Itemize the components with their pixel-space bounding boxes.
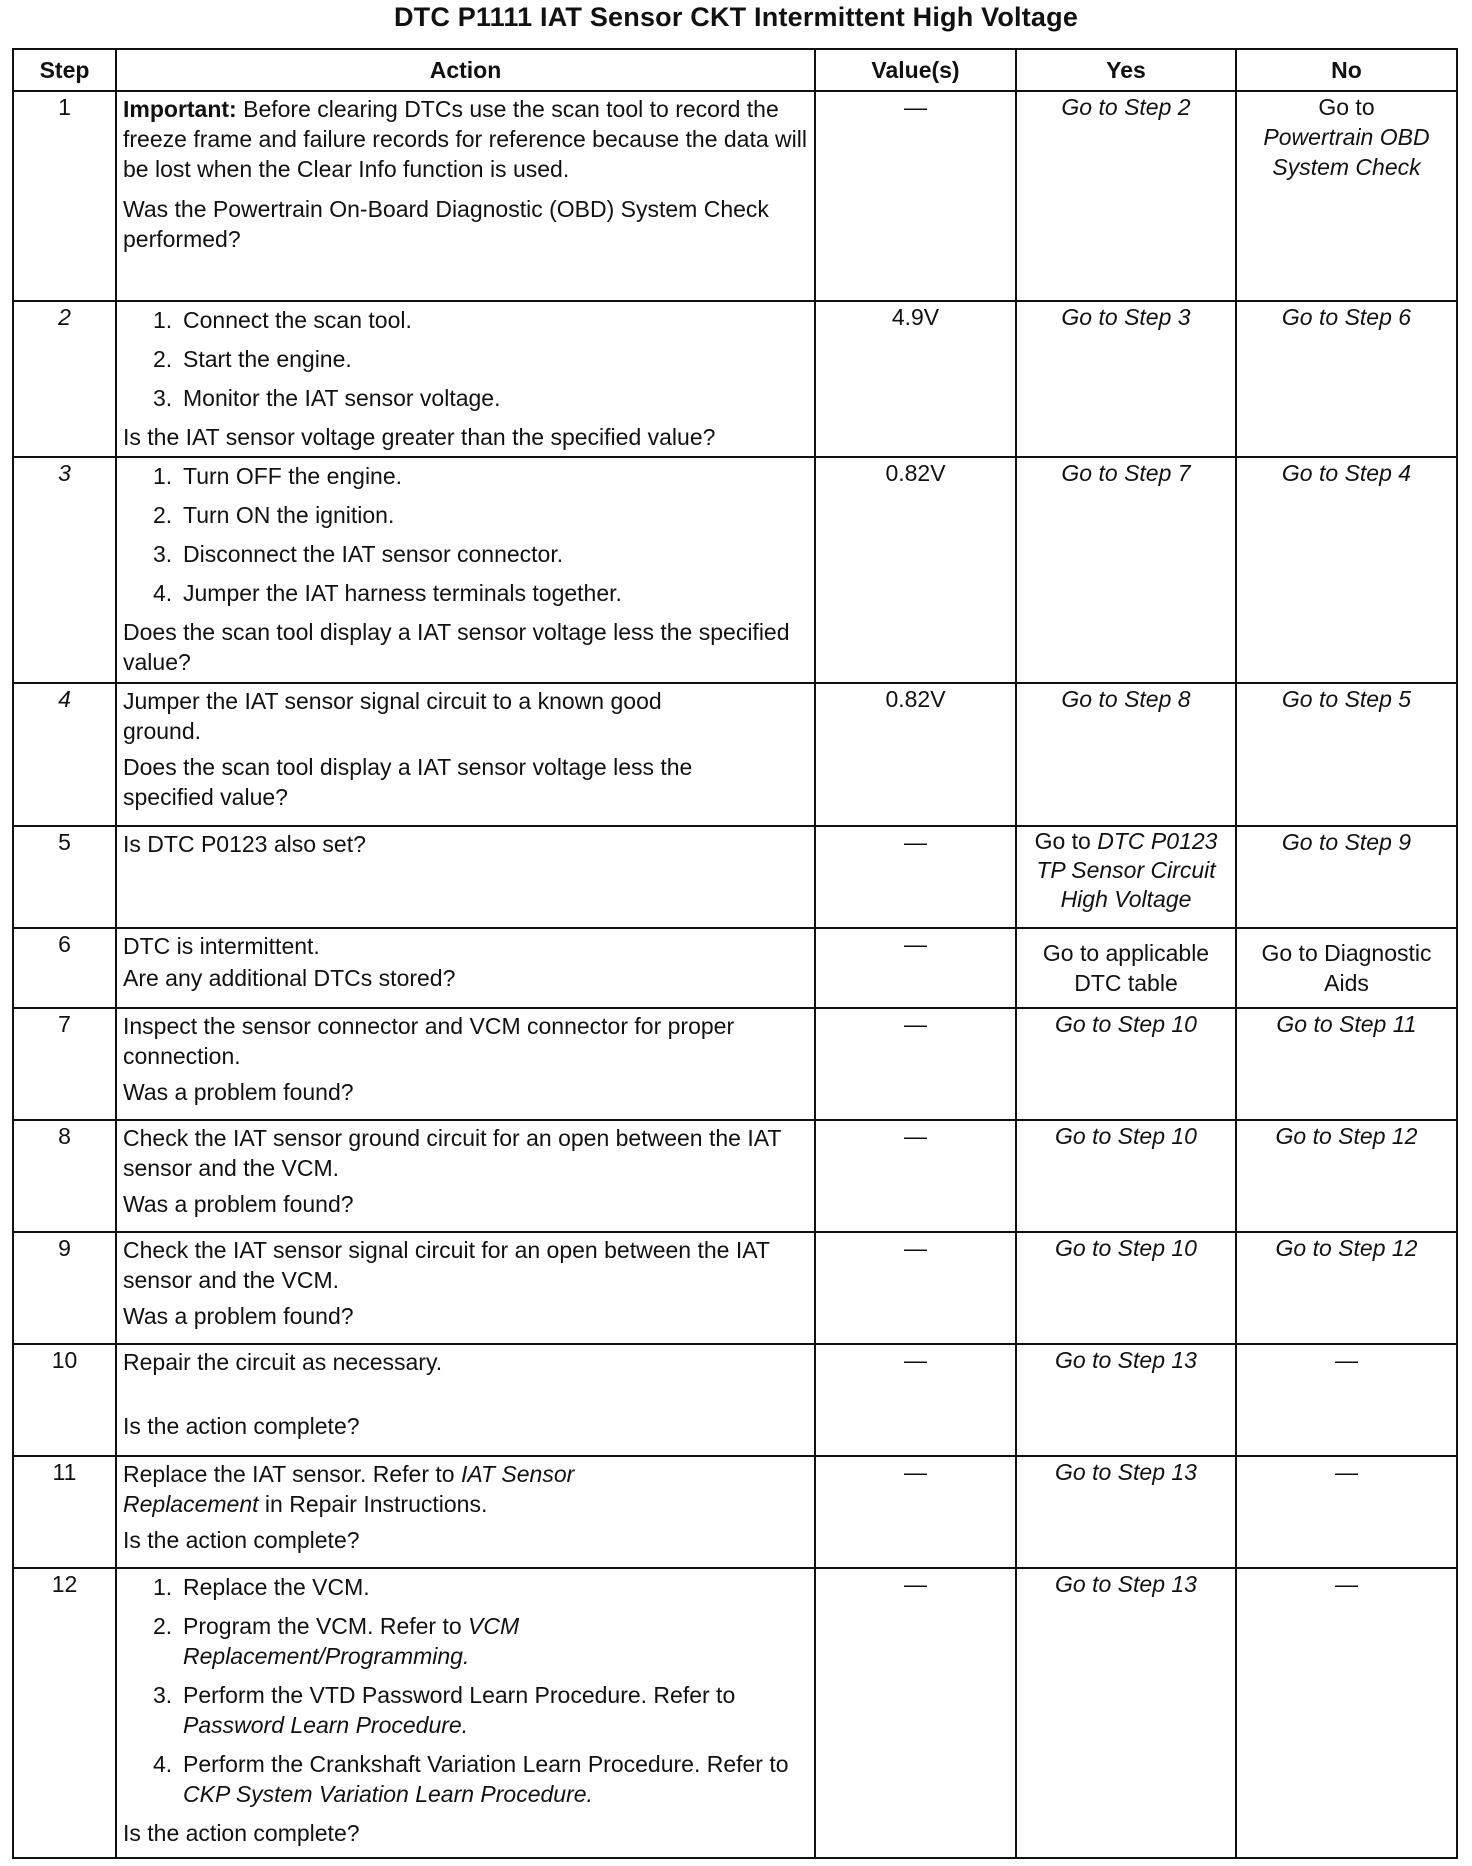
table-row xyxy=(13,1568,1457,1858)
action-cell xyxy=(116,1344,815,1456)
no-cell: Go to Diagnostic Aids xyxy=(1236,928,1457,1008)
action-step-item: 2. Start the engine. xyxy=(153,346,352,372)
action-steps xyxy=(123,1572,808,1809)
action-question: Is DTC P0123 also set? xyxy=(123,831,366,857)
yes-cell: Go to Step 8 xyxy=(1016,683,1236,826)
yes-cell: Go to applicable DTC table xyxy=(1016,928,1236,1008)
no-cell: Go to Step 12 xyxy=(1236,1120,1457,1232)
action-step-item: 4. Jumper the IAT harness terminals together. xyxy=(153,580,622,606)
action-question: Is the action complete? xyxy=(123,1413,360,1439)
action-text: Inspect the sensor connector and VCM connector for proper connection. xyxy=(123,1013,735,1069)
action-cell xyxy=(116,1008,815,1120)
yes-cell: Go to Step 10 xyxy=(1016,1120,1236,1232)
yes-cell: Go to Step 2 xyxy=(1016,91,1236,301)
value-cell: — xyxy=(815,1120,1016,1232)
action-cell xyxy=(116,301,815,457)
header-action: Action xyxy=(116,49,815,91)
action-cell xyxy=(116,457,815,683)
value-cell: — xyxy=(815,826,1016,928)
yes-cell: Go to Step 13 xyxy=(1016,1568,1236,1858)
table-row xyxy=(13,1344,1457,1456)
no-cell xyxy=(1236,91,1457,301)
action-step-item: 3. Disconnect the IAT sensor connector. xyxy=(153,541,564,567)
action-steps xyxy=(123,305,808,413)
step-number: 7 xyxy=(13,1008,116,1120)
yes-link-text: DTC P0123 TP Sensor Circuit High Voltage xyxy=(1036,828,1218,912)
action-text: DTC is intermittent. xyxy=(123,933,320,959)
action-question: Does the scan tool display a IAT sensor voltage less the specified value? xyxy=(123,619,790,675)
header-yes: Yes xyxy=(1016,49,1236,91)
important-text: Before clearing DTCs use the scan tool to record the freeze frame and failure records for reference because the data will be lost when the Clear Info function is used. xyxy=(123,96,807,182)
step-number: 3 xyxy=(13,457,116,683)
no-cell: Go to Step 12 xyxy=(1236,1232,1457,1344)
table-row xyxy=(13,826,1457,928)
action-question: Was a problem found? xyxy=(123,1079,354,1105)
table-row xyxy=(13,301,1457,457)
action-cell xyxy=(116,1232,815,1344)
no-cell: — xyxy=(1236,1344,1457,1456)
step-number: 9 xyxy=(13,1232,116,1344)
action-text: Check the IAT sensor signal circuit for an open between the IAT sensor and the VCM. xyxy=(123,1237,770,1293)
value-cell: — xyxy=(815,1456,1016,1568)
yes-cell: Go to Step 7 xyxy=(1016,457,1236,683)
value-cell: 0.82V xyxy=(815,683,1016,826)
reference-link-text: IAT Sensor Replacement xyxy=(123,1461,575,1517)
action-step-item: 2. Program the VCM. Refer to VCM Replacement/Programming. xyxy=(153,1613,520,1669)
table-row xyxy=(13,1120,1457,1232)
action-question: Was the Powertrain On-Board Diagnostic (OBD) System Check performed? xyxy=(123,196,769,252)
action-cell xyxy=(116,1120,815,1232)
action-step-item: 1. Connect the scan tool. xyxy=(153,307,412,333)
step-number: 8 xyxy=(13,1120,116,1232)
no-cell: Go to Step 5 xyxy=(1236,683,1457,826)
table-row xyxy=(13,1232,1457,1344)
value-cell: — xyxy=(815,1232,1016,1344)
header-step: Step xyxy=(13,49,116,91)
table-header-row xyxy=(13,49,1457,91)
step-number: 4 xyxy=(13,683,116,826)
step-number: 6 xyxy=(13,928,116,1008)
value-cell: 4.9V xyxy=(815,301,1016,457)
header-values: Value(s) xyxy=(815,49,1016,91)
yes-cell xyxy=(1016,826,1236,928)
action-cell xyxy=(116,1456,815,1568)
action-question: Are any additional DTCs stored? xyxy=(123,965,456,991)
value-cell: — xyxy=(815,1568,1016,1858)
step-number: 11 xyxy=(13,1456,116,1568)
action-question: Is the action complete? xyxy=(123,1527,360,1553)
action-cell xyxy=(116,928,815,1008)
table-row xyxy=(13,91,1457,301)
action-text: Replace the IAT sensor. Refer to IAT Sensor Replacement in Repair Instructions. xyxy=(123,1461,575,1517)
action-step-item: 2. Turn ON the ignition. xyxy=(153,502,395,528)
action-steps xyxy=(123,461,808,608)
step-number: 10 xyxy=(13,1344,116,1456)
action-cell xyxy=(116,683,815,826)
table-row xyxy=(13,1008,1457,1120)
value-cell: — xyxy=(815,91,1016,301)
no-cell: Go to Step 6 xyxy=(1236,301,1457,457)
action-question: Is the action complete? xyxy=(123,1820,360,1846)
action-step-item: 1. Replace the VCM. xyxy=(153,1574,370,1600)
yes-prefix: Go to xyxy=(1034,828,1091,854)
yes-cell: Go to Step 13 xyxy=(1016,1456,1236,1568)
no-prefix: Go to xyxy=(1318,94,1375,120)
action-cell xyxy=(116,1568,815,1858)
table-row xyxy=(13,457,1457,683)
action-question: Does the scan tool display a IAT sensor voltage less the specified value? xyxy=(123,754,693,810)
action-step-item: 1. Turn OFF the engine. xyxy=(153,463,403,489)
action-text: Jumper the IAT sensor signal circuit to a known good ground. xyxy=(123,688,662,744)
diagnostic-table xyxy=(12,48,1458,1859)
action-cell xyxy=(116,826,815,928)
no-link-text: Powertrain OBD System Check xyxy=(1263,124,1430,180)
no-cell: Go to Step 11 xyxy=(1236,1008,1457,1120)
action-question: Was a problem found? xyxy=(123,1191,354,1217)
action-cell xyxy=(116,91,815,301)
no-cell: Go to Step 4 xyxy=(1236,457,1457,683)
page-title: DTC P1111 IAT Sensor CKT Intermittent High Voltage xyxy=(393,2,1079,32)
yes-cell: Go to Step 10 xyxy=(1016,1008,1236,1120)
yes-cell: Go to Step 10 xyxy=(1016,1232,1236,1344)
table-row xyxy=(13,683,1457,826)
yes-cell: Go to Step 13 xyxy=(1016,1344,1236,1456)
action-question: Is the IAT sensor voltage greater than the specified value? xyxy=(123,424,716,450)
important-label: Important: xyxy=(123,96,237,122)
action-step-item: 3. Perform the VTD Password Learn Procedure. Refer to Password Learn Procedure. xyxy=(153,1682,736,1738)
yes-cell: Go to Step 3 xyxy=(1016,301,1236,457)
header-no: No xyxy=(1236,49,1457,91)
action-text: Repair the circuit as necessary. xyxy=(123,1349,443,1375)
step-number: 5 xyxy=(13,826,116,928)
step-number: 2 xyxy=(13,301,116,457)
action-step-item: 4. Perform the Crankshaft Variation Learn Procedure. Refer to CKP System Variation Learn Procedure. xyxy=(153,1751,789,1807)
step-number: 1 xyxy=(13,91,116,301)
no-cell: — xyxy=(1236,1456,1457,1568)
action-step-item: 3. Monitor the IAT sensor voltage. xyxy=(153,385,501,411)
value-cell: 0.82V xyxy=(815,457,1016,683)
no-cell: — xyxy=(1236,1568,1457,1858)
action-question: Was a problem found? xyxy=(123,1303,354,1329)
table-row xyxy=(13,928,1457,1008)
value-cell: — xyxy=(815,1008,1016,1120)
table-row xyxy=(13,1456,1457,1568)
value-cell: — xyxy=(815,928,1016,1008)
action-important xyxy=(123,94,808,184)
value-cell: — xyxy=(815,1344,1016,1456)
step-number: 12 xyxy=(13,1568,116,1858)
action-text: Check the IAT sensor ground circuit for an open between the IAT sensor and the VCM. xyxy=(123,1125,782,1181)
no-cell: Go to Step 9 xyxy=(1236,826,1457,928)
